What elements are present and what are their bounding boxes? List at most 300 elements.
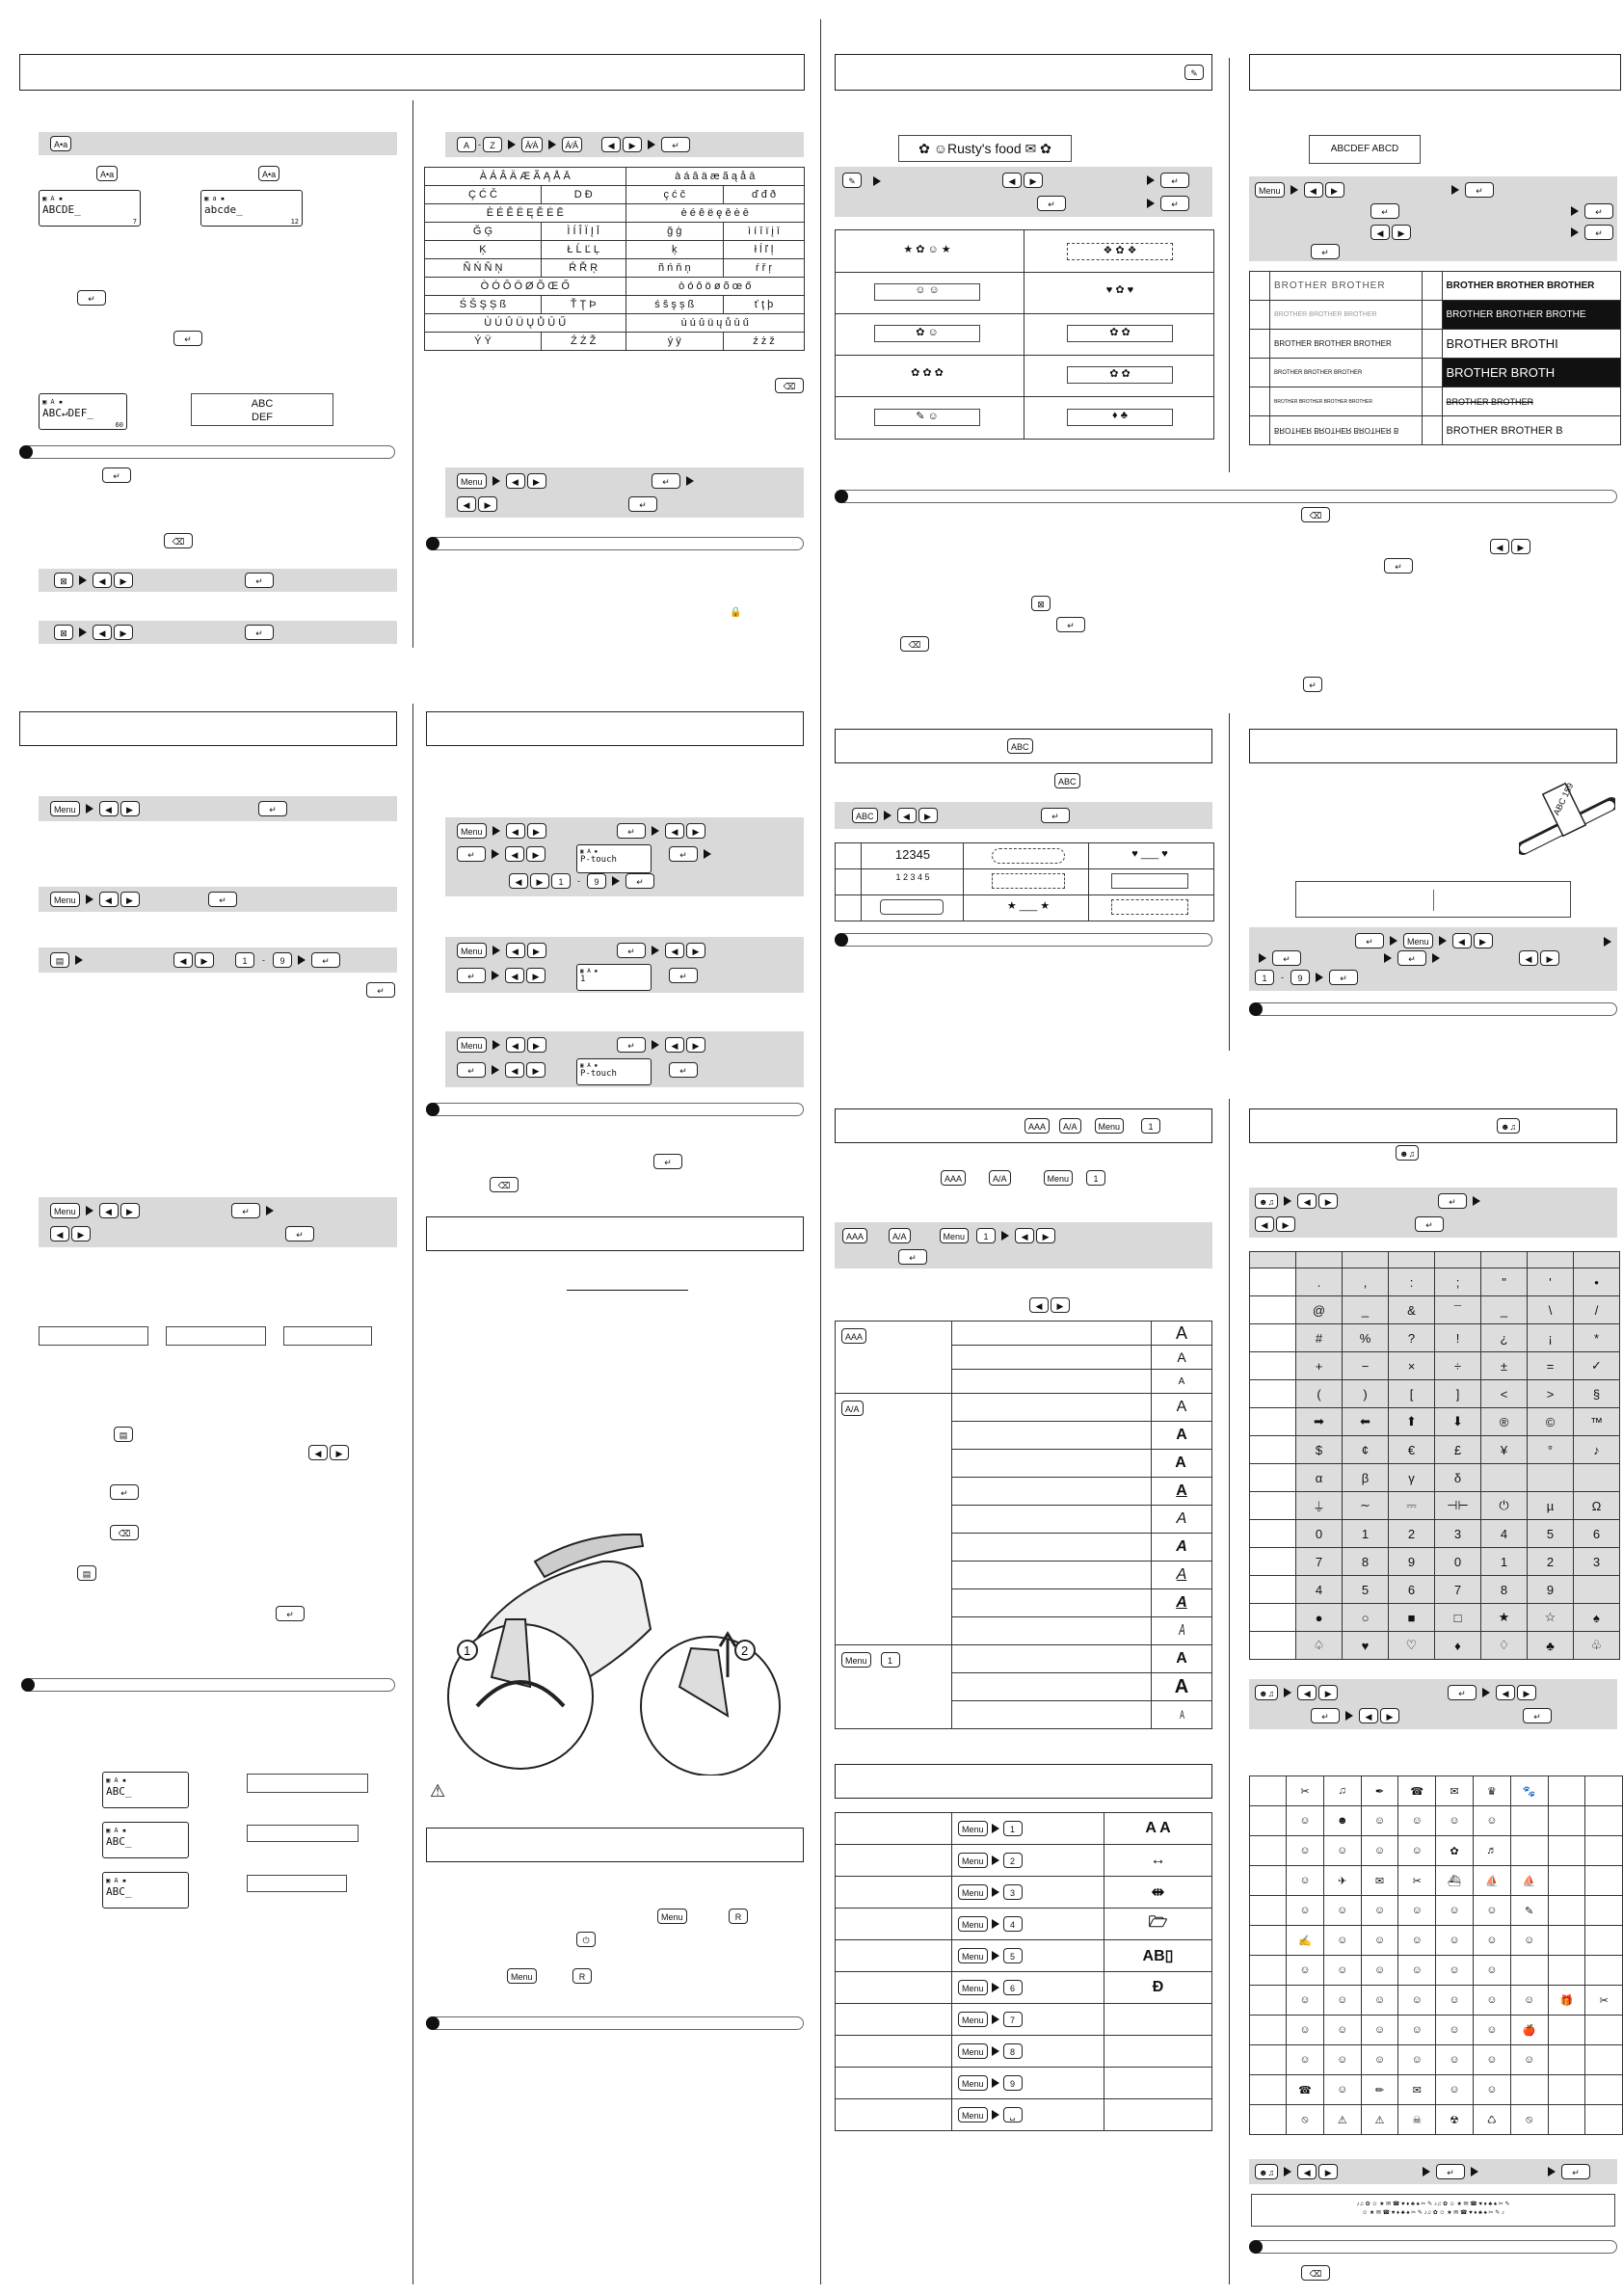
right-key[interactable]: ▶	[195, 952, 214, 968]
symbol-cell[interactable]: 3	[1435, 1520, 1481, 1548]
symbol-cell[interactable]: ☆	[1528, 1604, 1574, 1632]
enter-key[interactable]: ↵	[457, 1062, 486, 1078]
left-key[interactable]: ◀	[601, 137, 621, 152]
right-key[interactable]: ▶	[120, 1203, 140, 1218]
pictograph-cell[interactable]: 🐾	[1510, 1776, 1548, 1806]
menu-key[interactable]: Menu	[958, 1980, 988, 1995]
symbol-cell[interactable]: _	[1481, 1296, 1528, 1324]
left-key[interactable]: ◀	[505, 1062, 524, 1078]
left-key[interactable]: ◀	[665, 823, 684, 839]
enter-key[interactable]: ↵	[1370, 203, 1399, 219]
pictograph-cell[interactable]: ☺	[1287, 2045, 1324, 2075]
pictograph-cell[interactable]: ☺	[1287, 1836, 1324, 1866]
menu-key[interactable]: Menu	[940, 1228, 970, 1243]
pictograph-cell[interactable]: ⛵	[1510, 1866, 1548, 1896]
symbol-cell[interactable]: &	[1389, 1296, 1435, 1324]
enter-key[interactable]: ↵	[1584, 203, 1613, 219]
pictograph-cell[interactable]	[1548, 2045, 1585, 2075]
symbol-cell[interactable]: 0	[1296, 1520, 1343, 1548]
right-key[interactable]: ▶	[1051, 1297, 1070, 1313]
symbol-cell[interactable]: µ	[1528, 1492, 1574, 1520]
left-key[interactable]: ◀	[1452, 933, 1472, 948]
right-key[interactable]: ▶	[686, 823, 705, 839]
pictograph-cell[interactable]: ☺	[1398, 1806, 1436, 1836]
pictograph-cell[interactable]: ☺	[1473, 1926, 1510, 1956]
pictograph-cell[interactable]: ✂	[1585, 1986, 1623, 2016]
right-key[interactable]: ▶	[1540, 950, 1559, 966]
enter-key[interactable]: ↵	[258, 801, 287, 816]
symbol-cell[interactable]: '	[1528, 1268, 1574, 1296]
symbol-cell[interactable]: 4	[1296, 1576, 1343, 1604]
enter-key-h[interactable]: ↵	[110, 1484, 139, 1500]
pictograph-cell[interactable]: ☺	[1287, 1866, 1324, 1896]
symbol-cell[interactable]: )	[1343, 1380, 1389, 1408]
symbol-cell[interactable]: <	[1481, 1380, 1528, 1408]
symbol-cell[interactable]: γ	[1389, 1464, 1435, 1492]
left-key[interactable]: ◀	[99, 892, 119, 907]
right-key[interactable]: ▶	[120, 801, 140, 816]
backspace-key-e[interactable]: ⌫	[110, 1525, 139, 1540]
symbol-cell[interactable]: ●	[1296, 1604, 1343, 1632]
enter-key[interactable]: ↵	[1523, 1708, 1552, 1723]
symbol-cell[interactable]: δ	[1435, 1464, 1481, 1492]
symbol-cell[interactable]: /	[1574, 1296, 1620, 1324]
pictograph-cell[interactable]: ☺	[1361, 1806, 1398, 1836]
symbol-cell[interactable]: 6	[1574, 1520, 1620, 1548]
right-key[interactable]: ▶	[114, 573, 133, 588]
enter-key[interactable]: ↵	[1397, 950, 1426, 966]
symbol-cell[interactable]: _	[1343, 1296, 1389, 1324]
symbol-cell[interactable]: !	[1435, 1324, 1481, 1352]
two-key[interactable]: 2	[1003, 1853, 1023, 1868]
pictograph-cell[interactable]: ⚠	[1361, 2105, 1398, 2135]
left-key[interactable]: ◀	[1496, 1685, 1515, 1700]
menu-key[interactable]: Menu	[958, 1948, 988, 1963]
tab-key-b[interactable]: ▤	[114, 1427, 133, 1442]
pictograph-cell[interactable]: ☺	[1473, 2045, 1510, 2075]
backspace-key-a[interactable]: ⌫	[164, 533, 193, 548]
right-key[interactable]: ▶	[527, 1037, 546, 1053]
pictograph-cell[interactable]: ☺	[1473, 1896, 1510, 1926]
symbol-cell[interactable]: ♡	[1389, 1632, 1435, 1660]
pictograph-cell[interactable]	[1585, 1896, 1623, 1926]
symbol-cell[interactable]	[1574, 1464, 1620, 1492]
left-key[interactable]: ◀	[506, 1037, 525, 1053]
pictograph-cell[interactable]: ☺	[1510, 1926, 1548, 1956]
enter-key-e[interactable]: ↵	[1056, 617, 1085, 632]
enter-key-c[interactable]: ↵	[102, 467, 131, 483]
style-key[interactable]: A/A	[889, 1228, 911, 1243]
pictograph-cell[interactable]: ♬	[1473, 1836, 1510, 1866]
symbol-cell[interactable]	[1528, 1464, 1574, 1492]
pictograph-cell[interactable]	[1548, 2105, 1585, 2135]
enter-key[interactable]: ↵	[457, 968, 486, 983]
pictograph-cell[interactable]: ☺	[1287, 1956, 1324, 1986]
pictograph-cell[interactable]: ⦸	[1287, 2105, 1324, 2135]
symbol-cell[interactable]: *	[1574, 1324, 1620, 1352]
symbol-cell[interactable]: 9	[1389, 1548, 1435, 1576]
symbol-cell[interactable]: ○	[1343, 1604, 1389, 1632]
pictograph-cell[interactable]: 🍎	[1510, 2016, 1548, 2045]
right-key[interactable]: ▶	[71, 1226, 91, 1241]
pictograph-cell[interactable]	[1548, 1896, 1585, 1926]
menu-key[interactable]: Menu	[958, 2012, 988, 2027]
menu-key[interactable]: Menu	[1403, 933, 1433, 948]
left-key[interactable]: ◀	[93, 573, 112, 588]
symbol-cell[interactable]: □	[1435, 1604, 1481, 1632]
symbol-cell[interactable]: "	[1481, 1268, 1528, 1296]
symbol-cell[interactable]: $	[1296, 1436, 1343, 1464]
frame-key-icon[interactable]: ABC	[1007, 738, 1033, 754]
frame-pen-icon[interactable]: ✎	[1184, 65, 1204, 80]
symbol-cell[interactable]: ,	[1343, 1268, 1389, 1296]
pictograph-cell[interactable]	[1585, 1926, 1623, 1956]
pictograph-cell[interactable]: ☺	[1287, 2016, 1324, 2045]
enter-key[interactable]: ↵	[628, 496, 657, 512]
pictograph-cell[interactable]: ☺	[1436, 1806, 1474, 1836]
right-key[interactable]: ▶	[623, 137, 642, 152]
pictograph-cell[interactable]: ✍	[1287, 1926, 1324, 1956]
a-key[interactable]: A	[457, 137, 476, 152]
symbol-cell[interactable]: α	[1296, 1464, 1343, 1492]
pictograph-cell[interactable]: ☺	[1287, 1806, 1324, 1836]
backspace-key-g[interactable]: ⌫	[1301, 2265, 1330, 2281]
one-key-b[interactable]: 1	[1086, 1170, 1105, 1186]
enter-key[interactable]: ↵	[245, 625, 274, 640]
one-key[interactable]: 1	[1003, 1821, 1023, 1836]
enter-key[interactable]: ↵	[1584, 225, 1613, 240]
enter-key[interactable]: ↵	[652, 473, 680, 489]
symbol-cell[interactable]: 5	[1343, 1576, 1389, 1604]
left-key[interactable]: ◀	[1297, 1193, 1317, 1209]
pictograph-cell[interactable]	[1548, 1926, 1585, 1956]
right-key[interactable]: ▶	[1276, 1216, 1295, 1232]
pictograph-cell[interactable]	[1585, 2105, 1623, 2135]
symbol-cell[interactable]: ¥	[1481, 1436, 1528, 1464]
left-key[interactable]: ◀	[1002, 173, 1022, 188]
pictograph-cell[interactable]: ☺	[1436, 1926, 1474, 1956]
symbol-cell[interactable]: 7	[1296, 1548, 1343, 1576]
enter-key-i[interactable]: ↵	[276, 1606, 305, 1621]
symbol-cell[interactable]: 2	[1528, 1548, 1574, 1576]
symbol-cell[interactable]: 8	[1481, 1576, 1528, 1604]
pictograph-cell[interactable]: ✏	[1361, 2075, 1398, 2105]
pictograph-cell[interactable]: ☺	[1323, 2045, 1361, 2075]
pictograph-cell[interactable]: ☺	[1361, 1836, 1398, 1866]
one-key[interactable]: 1	[551, 873, 571, 889]
nine-key[interactable]: 9	[587, 873, 606, 889]
symbol-key[interactable]: ☻♫	[1255, 1193, 1278, 1209]
pictograph-cell[interactable]: ✎	[1510, 1896, 1548, 1926]
menu-key-b[interactable]: Menu	[1044, 1170, 1074, 1186]
one-key[interactable]: 1	[1141, 1118, 1160, 1134]
right-key[interactable]: ▶	[1036, 1228, 1055, 1243]
symbol-cell[interactable]: +	[1296, 1352, 1343, 1380]
right-key[interactable]: ▶	[1511, 539, 1530, 554]
pictograph-cell[interactable]: ♺	[1473, 2105, 1510, 2135]
menu-key[interactable]: Menu	[958, 2107, 988, 2122]
pictograph-cell[interactable]: ☺	[1323, 1956, 1361, 1986]
pictograph-cell[interactable]	[1585, 2075, 1623, 2105]
nine-key[interactable]: 9	[1003, 2075, 1023, 2091]
symbol-cell[interactable]: −	[1343, 1352, 1389, 1380]
three-key[interactable]: 3	[1003, 1884, 1023, 1900]
right-key[interactable]: ▶	[686, 1037, 705, 1053]
clear-key[interactable]: ⊠	[54, 573, 73, 588]
pictograph-cell[interactable]: ☺	[1473, 1986, 1510, 2016]
pictograph-cell[interactable]: ☢	[1436, 2105, 1474, 2135]
six-key[interactable]: 6	[1003, 1980, 1023, 1995]
enter-key[interactable]: ↵	[1272, 950, 1301, 966]
left-key[interactable]: ◀	[665, 1037, 684, 1053]
symbol-cell[interactable]: #	[1296, 1324, 1343, 1352]
menu-key[interactable]: Menu	[958, 1916, 988, 1932]
right-key[interactable]: ▶	[1380, 1708, 1399, 1723]
menu-key[interactable]: Menu	[50, 892, 80, 907]
pictograph-cell[interactable]: ✂	[1398, 1866, 1436, 1896]
pictograph-cell[interactable]: ✈	[1323, 1866, 1361, 1896]
tab-key-c[interactable]: ▤	[77, 1565, 96, 1581]
symbol-cell[interactable]: ★	[1481, 1604, 1528, 1632]
symbol-cell[interactable]: €	[1389, 1436, 1435, 1464]
left-key[interactable]: ◀	[1490, 539, 1509, 554]
pictograph-cell[interactable]: ☺	[1361, 1956, 1398, 1986]
left-key[interactable]: ◀	[1304, 182, 1323, 198]
pictograph-cell[interactable]	[1585, 2045, 1623, 2075]
right-key[interactable]: ▶	[114, 625, 133, 640]
one-key[interactable]: 1	[881, 1652, 900, 1668]
pictograph-cell[interactable]	[1510, 1806, 1548, 1836]
tab-key[interactable]: ▤	[50, 952, 69, 968]
enter-key[interactable]: ↵	[625, 873, 654, 889]
frame-key[interactable]: ABC	[852, 808, 878, 823]
symbol-cell[interactable]: ♣	[1528, 1632, 1574, 1660]
pictograph-cell[interactable]: ☺	[1473, 2075, 1510, 2105]
right-key[interactable]: ▶	[526, 968, 545, 983]
pictograph-cell[interactable]: ☺	[1473, 1956, 1510, 1986]
five-key[interactable]: 5	[1003, 1948, 1023, 1963]
pictograph-cell[interactable]: ⚠	[1323, 2105, 1361, 2135]
left-key[interactable]: ◀	[509, 873, 528, 889]
enter-key[interactable]: ↵	[669, 846, 698, 862]
right-key[interactable]: ▶	[530, 873, 549, 889]
pictograph-cell[interactable]: ☺	[1436, 2075, 1474, 2105]
pictograph-cell[interactable]	[1585, 1956, 1623, 1986]
pictograph-cell[interactable]: ☎	[1287, 2075, 1324, 2105]
enter-key[interactable]: ↵	[1037, 196, 1066, 211]
one-key[interactable]: 1	[1255, 970, 1274, 985]
left-key[interactable]: ◀	[897, 808, 917, 823]
pictograph-cell[interactable]: ✉	[1361, 1866, 1398, 1896]
pictograph-cell[interactable]: ☺	[1361, 2045, 1398, 2075]
symbol-cell[interactable]: ©	[1528, 1408, 1574, 1436]
pictograph-cell[interactable]	[1548, 2016, 1585, 2045]
enter-key[interactable]: ↵	[231, 1203, 260, 1218]
nine-key[interactable]: 9	[1290, 970, 1310, 985]
pictograph-cell[interactable]	[1510, 1836, 1548, 1866]
pictograph-cell[interactable]	[1510, 1956, 1548, 1986]
pictograph-cell[interactable]: ⛵	[1473, 1866, 1510, 1896]
symbol-cell[interactable]: \	[1528, 1296, 1574, 1324]
symbol-cell[interactable]: ⏻	[1481, 1492, 1528, 1520]
backspace-key-b[interactable]: ⌫	[775, 378, 804, 393]
left-key[interactable]: ◀	[99, 801, 119, 816]
pictograph-cell[interactable]: ☺	[1436, 2016, 1474, 2045]
enter-key[interactable]: ↵	[669, 1062, 698, 1078]
symbol-cell[interactable]: ♥	[1343, 1632, 1389, 1660]
menu-key[interactable]: Menu	[958, 1884, 988, 1900]
left-key[interactable]: ◀	[506, 473, 525, 489]
pictograph-cell[interactable]: ☺	[1323, 1926, 1361, 1956]
symbol-cell[interactable]: ×	[1389, 1352, 1435, 1380]
pictograph-cell[interactable]: ☺	[1323, 2016, 1361, 2045]
frame-pen-key[interactable]: ✎	[842, 173, 862, 188]
symbol-cell[interactable]: 1	[1343, 1520, 1389, 1548]
backspace-key-f[interactable]: ⌫	[490, 1177, 519, 1192]
right-key[interactable]: ▶	[330, 1445, 349, 1460]
enter-key[interactable]: ↵	[1311, 244, 1340, 259]
symbol-cell[interactable]: ]	[1435, 1380, 1481, 1408]
pictograph-cell[interactable]	[1585, 1806, 1623, 1836]
symbol-key-head[interactable]: ☻♫	[1497, 1118, 1520, 1134]
enter-key[interactable]: ↵	[1448, 1685, 1477, 1700]
left-key[interactable]: ◀	[308, 1445, 328, 1460]
symbol-cell[interactable]: ¿	[1481, 1324, 1528, 1352]
symbol-cell[interactable]: ∼	[1343, 1492, 1389, 1520]
pictograph-cell[interactable]: ✉	[1398, 2075, 1436, 2105]
right-key[interactable]: ▶	[527, 943, 546, 958]
symbol-cell[interactable]: ➡	[1296, 1408, 1343, 1436]
right-key[interactable]: ▶	[478, 496, 497, 512]
pictograph-cell[interactable]: ☺	[1436, 1986, 1474, 2016]
enter-key[interactable]: ↵	[1311, 1708, 1340, 1723]
left-key[interactable]: ◀	[1370, 225, 1390, 240]
z-key[interactable]: Z	[483, 137, 502, 152]
pictograph-cell[interactable]: ☺	[1436, 2045, 1474, 2075]
symbol-cell[interactable]: ♢	[1481, 1632, 1528, 1660]
symbol-key[interactable]: ☻♫	[1255, 2164, 1278, 2179]
symbol-cell[interactable]: β	[1343, 1464, 1389, 1492]
pictograph-cell[interactable]: ✉	[1436, 1776, 1474, 1806]
menu-key[interactable]: Menu	[457, 943, 487, 958]
menu-key[interactable]: Menu	[1095, 1118, 1125, 1134]
left-key[interactable]: ◀	[665, 943, 684, 958]
pictograph-cell[interactable]	[1548, 1806, 1585, 1836]
style-key[interactable]: A/A	[1059, 1118, 1081, 1134]
enter-key[interactable]: ↵	[1355, 933, 1384, 948]
enter-key-a[interactable]: ↵	[77, 290, 106, 306]
symbol-cell[interactable]: ⊣⊢	[1435, 1492, 1481, 1520]
enter-key[interactable]: ↵	[617, 823, 646, 839]
enter-key[interactable]: ↵	[661, 137, 690, 152]
menu-key[interactable]: Menu	[50, 801, 80, 816]
font-key[interactable]: AAA	[842, 1228, 867, 1243]
symbol-key-b[interactable]: ☻♫	[1396, 1145, 1419, 1161]
pictograph-cell[interactable]: ☺	[1361, 1896, 1398, 1926]
symbol-cell[interactable]: ⬅	[1343, 1408, 1389, 1436]
pictograph-cell[interactable]	[1585, 1836, 1623, 1866]
left-key[interactable]: ◀	[1015, 1228, 1034, 1243]
symbol-cell[interactable]: ♧	[1574, 1632, 1620, 1660]
one-key[interactable]: 1	[235, 952, 254, 968]
symbol-cell[interactable]: 3	[1574, 1548, 1620, 1576]
menu-key[interactable]: Menu	[457, 823, 487, 839]
left-key[interactable]: ◀	[505, 846, 524, 862]
pictograph-cell[interactable]: ✂	[1287, 1776, 1324, 1806]
symbol-cell[interactable]: .	[1296, 1268, 1343, 1296]
left-key[interactable]: ◀	[99, 1203, 119, 1218]
r-key-reset[interactable]: R	[729, 1909, 748, 1924]
symbol-cell[interactable]: %	[1343, 1324, 1389, 1352]
symbol-cell[interactable]: 4	[1481, 1520, 1528, 1548]
pictograph-cell[interactable]: ☺	[1361, 1926, 1398, 1956]
enter-key[interactable]: ↵	[1465, 182, 1494, 198]
symbol-cell[interactable]: •	[1574, 1268, 1620, 1296]
symbol-cell[interactable]: ™	[1574, 1408, 1620, 1436]
font-key-b[interactable]: AAA	[941, 1170, 966, 1186]
enter-key[interactable]: ↵	[1160, 196, 1189, 211]
menu-key[interactable]: Menu	[958, 1821, 988, 1836]
enter-key[interactable]: ↵	[1415, 1216, 1444, 1232]
left-key[interactable]: ◀	[1255, 1216, 1274, 1232]
right-key[interactable]: ▶	[1517, 1685, 1536, 1700]
backspace-key-c[interactable]: ⌫	[1301, 507, 1330, 522]
enter-key[interactable]: ↵	[1561, 2164, 1590, 2179]
enter-key[interactable]: ↵	[245, 573, 274, 588]
font-key[interactable]: AAA	[1024, 1118, 1050, 1134]
symbol-cell[interactable]: 7	[1435, 1576, 1481, 1604]
symbol-cell[interactable]: ✓	[1574, 1352, 1620, 1380]
symbol-cell[interactable]: ⬆	[1389, 1408, 1435, 1436]
pictograph-cell[interactable]: ☺	[1398, 1986, 1436, 2016]
right-key[interactable]: ▶	[1024, 173, 1043, 188]
menu-key[interactable]: Menu	[457, 1037, 487, 1053]
pictograph-cell[interactable]: ☺	[1398, 1836, 1436, 1866]
symbol-cell[interactable]: ;	[1435, 1268, 1481, 1296]
enter-key[interactable]: ↵	[669, 968, 698, 983]
enter-key-f[interactable]: ↵	[1303, 677, 1322, 692]
symbol-cell[interactable]: ¡	[1528, 1324, 1574, 1352]
pictograph-cell[interactable]: ☺	[1287, 1986, 1324, 2016]
left-key[interactable]: ◀	[457, 496, 476, 512]
symbol-cell[interactable]: ♪	[1574, 1436, 1620, 1464]
fonts-key[interactable]: AAA	[841, 1328, 866, 1344]
symbol-cell[interactable]: 5	[1528, 1520, 1574, 1548]
symbol-cell[interactable]: °	[1528, 1436, 1574, 1464]
right-key[interactable]: ▶	[120, 892, 140, 907]
space-key[interactable]: ␣	[1003, 2107, 1023, 2122]
clear-key-b[interactable]: ⊠	[1031, 596, 1051, 611]
accent-key-2[interactable]: Á⁄Â	[562, 137, 583, 152]
symbol-cell[interactable]: ÷	[1435, 1352, 1481, 1380]
eight-key[interactable]: 8	[1003, 2043, 1023, 2059]
pictograph-cell[interactable]: ☺	[1361, 1986, 1398, 2016]
pictograph-cell[interactable]	[1548, 1836, 1585, 1866]
enter-key-b[interactable]: ↵	[173, 331, 202, 346]
menu-key-reset-2[interactable]: Menu	[507, 1968, 537, 1984]
symbol-key[interactable]: ☻♫	[1255, 1685, 1278, 1700]
pictograph-cell[interactable]: 🎁	[1548, 1986, 1585, 2016]
menu-key[interactable]: Menu	[50, 1203, 80, 1218]
pictograph-cell[interactable]: ☺	[1323, 2075, 1361, 2105]
right-key[interactable]: ▶	[1325, 182, 1344, 198]
pictograph-cell[interactable]: ☎	[1398, 1776, 1436, 1806]
pictograph-cell[interactable]: ☺	[1436, 1896, 1474, 1926]
left-key[interactable]: ◀	[1519, 950, 1538, 966]
pictograph-cell[interactable]: ☺	[1323, 1896, 1361, 1926]
symbol-cell[interactable]: >	[1528, 1380, 1574, 1408]
pictograph-cell[interactable]: ☺	[1398, 1926, 1436, 1956]
